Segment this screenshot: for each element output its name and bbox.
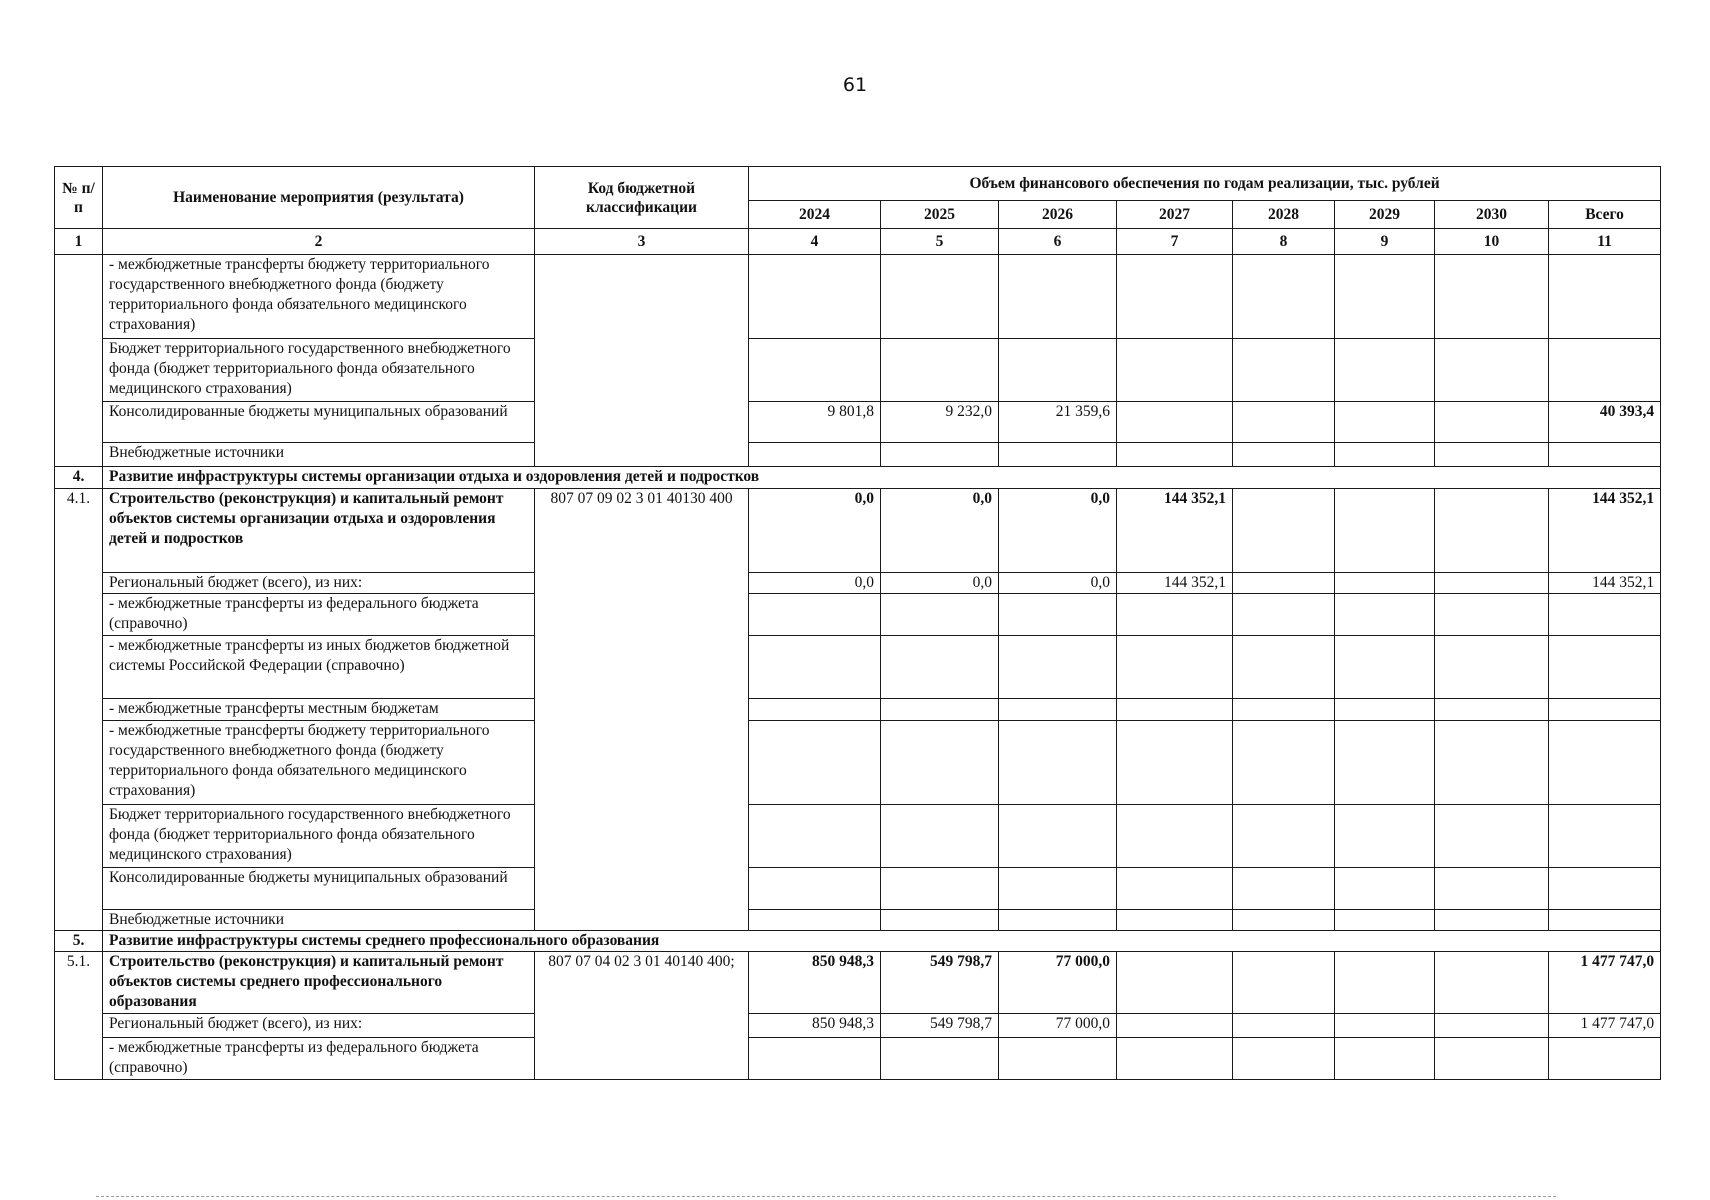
table-row — [55, 1014, 1661, 1038]
value-cell — [1435, 952, 1549, 1014]
value-cell — [1233, 1038, 1335, 1080]
value-cell — [1335, 255, 1435, 339]
value-cell — [881, 594, 999, 636]
table-row — [55, 699, 1661, 721]
row-name: - межбюджетные трансферты из иных бюджетов бюджетной системы Российской Федерации (справочно) — [103, 636, 535, 699]
value-cell: 21 359,6 — [999, 402, 1117, 443]
value-cell — [1233, 636, 1335, 699]
page-bottom-rule — [96, 1196, 1556, 1197]
value-cell — [999, 594, 1117, 636]
header-code: Код бюджетной классификации — [535, 167, 749, 229]
value-cell — [1335, 402, 1435, 443]
value-cell — [999, 805, 1117, 868]
value-cell — [749, 255, 881, 339]
value-cell — [749, 443, 881, 467]
value-cell: 549 798,7 — [881, 952, 999, 1014]
value-cell — [999, 636, 1117, 699]
value-cell — [1233, 805, 1335, 868]
table-row — [55, 910, 1661, 931]
value-cell — [1435, 721, 1549, 805]
table-row — [55, 636, 1661, 699]
value-cell — [1117, 952, 1233, 1014]
value-cell — [1335, 952, 1435, 1014]
value-cell — [1233, 339, 1335, 402]
value-cell: 144 352,1 — [1117, 573, 1233, 594]
value-cell — [749, 636, 881, 699]
budget-code: 807 07 09 02 3 01 40130 400 — [535, 489, 749, 931]
value-cell: 549 798,7 — [881, 1014, 999, 1038]
section-number: 5. — [55, 931, 103, 952]
value-cell: 9 232,0 — [881, 402, 999, 443]
value-cell — [1233, 699, 1335, 721]
row-name: Бюджет территориального государственного внебюджетного фонда (бюджет территориального фонда обязательного медицинского страхования) — [103, 339, 535, 402]
column-number: 7 — [1117, 229, 1233, 255]
value-cell — [1435, 594, 1549, 636]
table-row — [55, 489, 1661, 573]
value-cell: 40 393,4 — [1549, 402, 1661, 443]
column-number: 10 — [1435, 229, 1549, 255]
table-row — [55, 721, 1661, 805]
row-name: - межбюджетные трансферты бюджету территориального государственного внебюджетного фонда (бюджету территориального фонда обязательного медицинского страхования) — [103, 721, 535, 805]
value-cell — [1549, 636, 1661, 699]
section-row — [55, 931, 1661, 952]
value-cell — [1549, 255, 1661, 339]
value-cell: 0,0 — [749, 489, 881, 573]
value-cell — [881, 721, 999, 805]
item-number: 4.1. — [55, 489, 103, 931]
value-cell — [1549, 805, 1661, 868]
table-row — [55, 255, 1661, 339]
value-cell — [999, 910, 1117, 931]
row-name: - межбюджетные трансферты местным бюджетам — [103, 699, 535, 721]
value-cell — [1549, 721, 1661, 805]
value-cell — [999, 721, 1117, 805]
value-cell — [999, 1038, 1117, 1080]
value-cell — [1117, 721, 1233, 805]
value-cell — [1233, 952, 1335, 1014]
item-number: 5.1. — [55, 952, 103, 1080]
value-cell: 144 352,1 — [1117, 489, 1233, 573]
header-year: 2029 — [1335, 201, 1435, 229]
value-cell — [1233, 1014, 1335, 1038]
row-name: Консолидированные бюджеты муниципальных образований — [103, 868, 535, 910]
row-name: Внебюджетные источники — [103, 443, 535, 467]
header-npp: № п/п — [55, 167, 103, 229]
header-year: 2026 — [999, 201, 1117, 229]
value-cell: 144 352,1 — [1549, 573, 1661, 594]
value-cell — [1117, 805, 1233, 868]
value-cell — [1117, 339, 1233, 402]
value-cell — [1435, 1014, 1549, 1038]
table-row — [55, 952, 1661, 1014]
value-cell — [1233, 721, 1335, 805]
budget-code: 807 07 04 02 3 01 40140 400; — [535, 952, 749, 1080]
value-cell — [1435, 1038, 1549, 1080]
value-cell — [881, 910, 999, 931]
column-number: 8 — [1233, 229, 1335, 255]
value-cell — [1335, 1014, 1435, 1038]
value-cell: 850 948,3 — [749, 952, 881, 1014]
value-cell — [1233, 910, 1335, 931]
value-cell — [1335, 868, 1435, 910]
value-cell — [881, 255, 999, 339]
value-cell — [1117, 402, 1233, 443]
value-cell — [881, 868, 999, 910]
value-cell — [1335, 699, 1435, 721]
table-row — [55, 573, 1661, 594]
table-row — [55, 443, 1661, 467]
row-name: Бюджет территориального государственного внебюджетного фонда (бюджет территориального фонда обязательного медицинского страхования) — [103, 805, 535, 868]
row-name: Региональный бюджет (всего), из них: — [103, 1014, 535, 1038]
value-cell — [1435, 805, 1549, 868]
table-row — [55, 402, 1661, 443]
value-cell — [749, 805, 881, 868]
value-cell — [881, 636, 999, 699]
column-number: 1 — [55, 229, 103, 255]
value-cell — [1117, 868, 1233, 910]
value-cell — [1117, 594, 1233, 636]
value-cell — [1435, 910, 1549, 931]
value-cell: 1 477 747,0 — [1549, 1014, 1661, 1038]
value-cell — [1549, 339, 1661, 402]
value-cell — [999, 255, 1117, 339]
value-cell: 0,0 — [881, 573, 999, 594]
value-cell: 0,0 — [999, 573, 1117, 594]
header-year: 2027 — [1117, 201, 1233, 229]
value-cell — [1233, 573, 1335, 594]
value-cell — [1549, 443, 1661, 467]
value-cell: 0,0 — [999, 489, 1117, 573]
value-cell — [1335, 1038, 1435, 1080]
value-cell — [749, 910, 881, 931]
column-number: 11 — [1549, 229, 1661, 255]
value-cell — [1335, 339, 1435, 402]
value-cell — [881, 443, 999, 467]
header-year: 2028 — [1233, 201, 1335, 229]
code-cell — [535, 255, 749, 467]
header-year: 2025 — [881, 201, 999, 229]
value-cell — [1117, 636, 1233, 699]
value-cell — [1335, 594, 1435, 636]
value-cell — [1233, 489, 1335, 573]
value-cell — [749, 721, 881, 805]
value-cell — [1435, 443, 1549, 467]
row-name: Консолидированные бюджеты муниципальных образований — [103, 402, 535, 443]
value-cell — [749, 868, 881, 910]
value-cell — [1117, 1038, 1233, 1080]
value-cell — [1435, 636, 1549, 699]
row-name: Региональный бюджет (всего), из них: — [103, 573, 535, 594]
value-cell: 1 477 747,0 — [1549, 952, 1661, 1014]
value-cell — [1335, 805, 1435, 868]
row-name: Строительство (реконструкция) и капитальный ремонт объектов системы среднего профессионального образования — [103, 952, 535, 1014]
header-name: Наименование мероприятия (результата) — [103, 167, 535, 229]
value-cell — [1435, 402, 1549, 443]
column-number: 9 — [1335, 229, 1435, 255]
column-number: 6 — [999, 229, 1117, 255]
section-row — [55, 467, 1661, 489]
value-cell — [1435, 489, 1549, 573]
value-cell — [749, 1038, 881, 1080]
header-total: Всего — [1549, 201, 1661, 229]
column-number: 2 — [103, 229, 535, 255]
value-cell — [999, 339, 1117, 402]
table-row — [55, 868, 1661, 910]
row-name: Внебюджетные источники — [103, 910, 535, 931]
row-name: - межбюджетные трансферты из федерального бюджета (справочно) — [103, 1038, 535, 1080]
value-cell — [1335, 721, 1435, 805]
value-cell — [881, 1038, 999, 1080]
value-cell — [749, 339, 881, 402]
value-cell — [1549, 699, 1661, 721]
value-cell — [749, 699, 881, 721]
column-number: 3 — [535, 229, 749, 255]
value-cell — [881, 339, 999, 402]
value-cell — [1335, 573, 1435, 594]
header-year: 2030 — [1435, 201, 1549, 229]
value-cell: 9 801,8 — [749, 402, 881, 443]
value-cell — [881, 805, 999, 868]
value-cell — [1335, 636, 1435, 699]
page-number: 61 — [842, 74, 868, 96]
column-number-row — [55, 229, 1661, 255]
value-cell — [1117, 1014, 1233, 1038]
value-cell — [1233, 255, 1335, 339]
value-cell — [1335, 489, 1435, 573]
section-number: 4. — [55, 467, 103, 489]
value-cell — [1435, 868, 1549, 910]
value-cell — [1117, 443, 1233, 467]
header-volume: Объем финансового обеспечения по годам реализации, тыс. рублей — [749, 167, 1661, 201]
section-title: Развитие инфраструктуры системы среднего профессионального образования — [103, 931, 1661, 952]
value-cell — [1233, 868, 1335, 910]
value-cell — [1435, 699, 1549, 721]
value-cell — [1233, 594, 1335, 636]
npp-cell — [55, 255, 103, 467]
value-cell — [1435, 573, 1549, 594]
table-row — [55, 339, 1661, 402]
value-cell: 144 352,1 — [1549, 489, 1661, 573]
value-cell — [999, 443, 1117, 467]
value-cell — [999, 868, 1117, 910]
value-cell: 77 000,0 — [999, 1014, 1117, 1038]
value-cell — [1117, 910, 1233, 931]
value-cell — [1549, 910, 1661, 931]
section-title: Развитие инфраструктуры системы организации отдыха и оздоровления детей и подростков — [103, 467, 1661, 489]
budget-table — [54, 166, 1661, 1080]
value-cell — [1549, 594, 1661, 636]
value-cell: 850 948,3 — [749, 1014, 881, 1038]
column-number: 5 — [881, 229, 999, 255]
value-cell — [749, 594, 881, 636]
table-row — [55, 594, 1661, 636]
column-number: 4 — [749, 229, 881, 255]
value-cell — [1233, 443, 1335, 467]
value-cell: 0,0 — [881, 489, 999, 573]
row-name: - межбюджетные трансферты бюджету территориального государственного внебюджетного фонда (бюджету территориального фонда обязательного медицинского страхования) — [103, 255, 535, 339]
value-cell — [881, 699, 999, 721]
row-name: - межбюджетные трансферты из федерального бюджета (справочно) — [103, 594, 535, 636]
value-cell — [1233, 402, 1335, 443]
value-cell — [1117, 255, 1233, 339]
header-year: 2024 — [749, 201, 881, 229]
value-cell — [999, 699, 1117, 721]
value-cell — [1117, 699, 1233, 721]
table-row — [55, 1038, 1661, 1080]
value-cell — [1435, 339, 1549, 402]
value-cell — [1335, 910, 1435, 931]
value-cell: 0,0 — [749, 573, 881, 594]
value-cell — [1549, 868, 1661, 910]
value-cell: 77 000,0 — [999, 952, 1117, 1014]
value-cell — [1335, 443, 1435, 467]
value-cell — [1435, 255, 1549, 339]
table-row — [55, 805, 1661, 868]
row-name: Строительство (реконструкция) и капитальный ремонт объектов системы организации отдыха и оздоровления детей и подростков — [103, 489, 535, 573]
value-cell — [1549, 1038, 1661, 1080]
